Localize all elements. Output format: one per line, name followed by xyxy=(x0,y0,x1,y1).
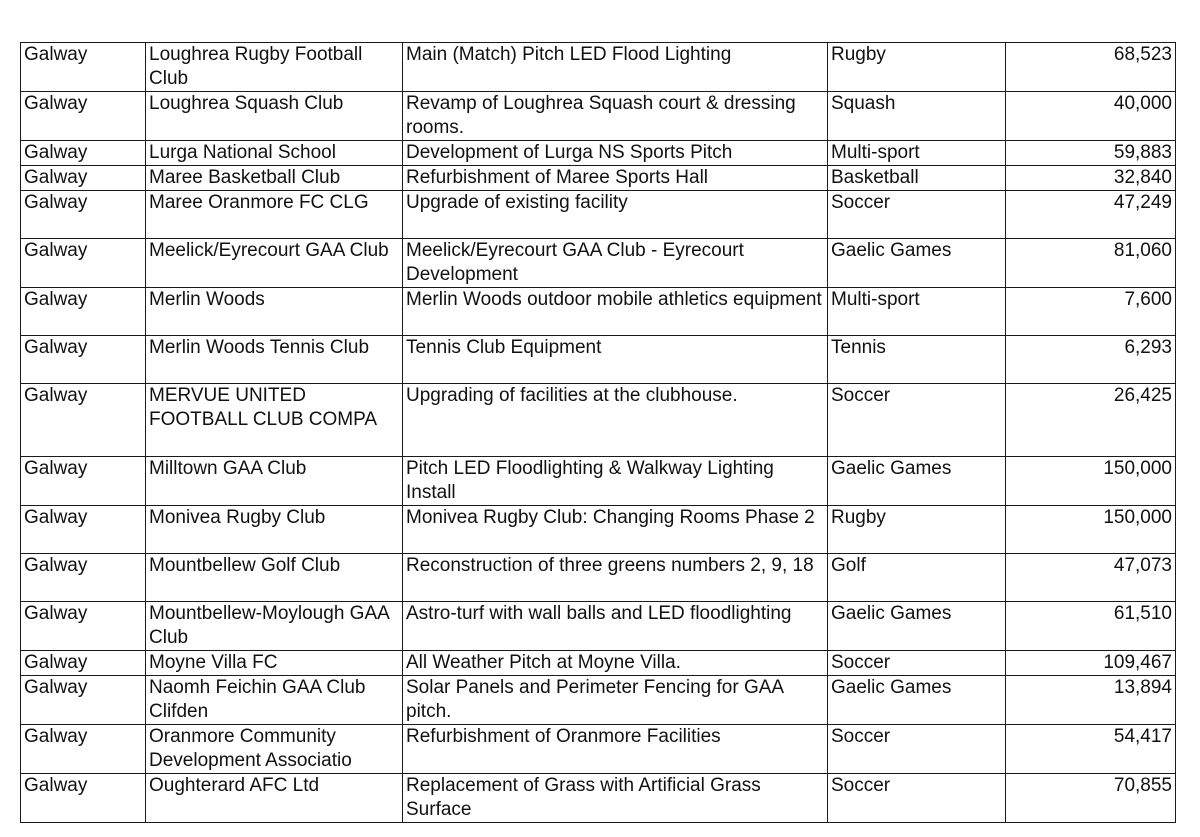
club-cell: Loughrea Squash Club xyxy=(146,92,403,141)
club-cell: Naomh Feichin GAA Club Clifden xyxy=(146,676,403,725)
county-cell: Galway xyxy=(21,43,146,92)
project-cell: Replacement of Grass with Artificial Grass Surface xyxy=(403,774,828,823)
county-cell: Galway xyxy=(21,384,146,457)
table-row xyxy=(21,191,1176,239)
table-row xyxy=(21,506,1176,554)
county-cell: Galway xyxy=(21,602,146,651)
sport-cell: Soccer xyxy=(828,725,1006,774)
sport-cell: Gaelic Games xyxy=(828,239,1006,288)
club-cell: Oranmore Community Development Associatio xyxy=(146,725,403,774)
sport-cell: Gaelic Games xyxy=(828,602,1006,651)
project-cell: Solar Panels and Perimeter Fencing for GAA pitch. xyxy=(403,676,828,725)
club-cell: Loughrea Rugby Football Club xyxy=(146,43,403,92)
table-row xyxy=(21,602,1176,651)
county-cell: Galway xyxy=(21,191,146,239)
county-cell: Galway xyxy=(21,651,146,676)
club-cell: Lurga National School xyxy=(146,141,403,166)
table-row xyxy=(21,336,1176,384)
amount-cell: 150,000 xyxy=(1006,506,1176,554)
sport-cell: Tennis xyxy=(828,336,1006,384)
project-cell: Main (Match) Pitch LED Flood Lighting xyxy=(403,43,828,92)
grants-table xyxy=(20,42,1176,823)
county-cell: Galway xyxy=(21,92,146,141)
project-cell: Upgrading of facilities at the clubhouse. xyxy=(403,384,828,457)
club-cell: Merlin Woods xyxy=(146,288,403,336)
sport-cell: Squash xyxy=(828,92,1006,141)
table-row xyxy=(21,166,1176,191)
sport-cell: Multi-sport xyxy=(828,288,1006,336)
club-cell: Merlin Woods Tennis Club xyxy=(146,336,403,384)
sport-cell: Gaelic Games xyxy=(828,676,1006,725)
county-cell: Galway xyxy=(21,725,146,774)
sport-cell: Soccer xyxy=(828,774,1006,823)
project-cell: Monivea Rugby Club: Changing Rooms Phase 2 xyxy=(403,506,828,554)
amount-cell: 70,855 xyxy=(1006,774,1176,823)
table-row xyxy=(21,239,1176,288)
county-cell: Galway xyxy=(21,336,146,384)
club-cell: MERVUE UNITED FOOTBALL CLUB COMPA xyxy=(146,384,403,457)
club-cell: Meelick/Eyrecourt GAA Club xyxy=(146,239,403,288)
amount-cell: 13,894 xyxy=(1006,676,1176,725)
sport-cell: Rugby xyxy=(828,506,1006,554)
project-cell: Development of Lurga NS Sports Pitch xyxy=(403,141,828,166)
sport-cell: Soccer xyxy=(828,651,1006,676)
county-cell: Galway xyxy=(21,774,146,823)
county-cell: Galway xyxy=(21,141,146,166)
table-row xyxy=(21,725,1176,774)
project-cell: Meelick/Eyrecourt GAA Club - Eyrecourt Development xyxy=(403,239,828,288)
project-cell: Tennis Club Equipment xyxy=(403,336,828,384)
amount-cell: 6,293 xyxy=(1006,336,1176,384)
county-cell: Galway xyxy=(21,554,146,602)
club-cell: Maree Oranmore FC CLG xyxy=(146,191,403,239)
amount-cell: 61,510 xyxy=(1006,602,1176,651)
table-row xyxy=(21,92,1176,141)
county-cell: Galway xyxy=(21,288,146,336)
sport-cell: Gaelic Games xyxy=(828,457,1006,506)
sport-cell: Rugby xyxy=(828,43,1006,92)
sport-cell: Golf xyxy=(828,554,1006,602)
table-row xyxy=(21,676,1176,725)
project-cell: Refurbishment of Oranmore Facilities xyxy=(403,725,828,774)
county-cell: Galway xyxy=(21,676,146,725)
club-cell: Mountbellew-Moylough GAA Club xyxy=(146,602,403,651)
county-cell: Galway xyxy=(21,166,146,191)
table-row xyxy=(21,288,1176,336)
club-cell: Monivea Rugby Club xyxy=(146,506,403,554)
amount-cell: 26,425 xyxy=(1006,384,1176,457)
amount-cell: 54,417 xyxy=(1006,725,1176,774)
amount-cell: 40,000 xyxy=(1006,92,1176,141)
sport-cell: Multi-sport xyxy=(828,141,1006,166)
sport-cell: Soccer xyxy=(828,191,1006,239)
amount-cell: 81,060 xyxy=(1006,239,1176,288)
amount-cell: 47,073 xyxy=(1006,554,1176,602)
club-cell: Maree Basketball Club xyxy=(146,166,403,191)
amount-cell: 109,467 xyxy=(1006,651,1176,676)
amount-cell: 47,249 xyxy=(1006,191,1176,239)
table-row xyxy=(21,774,1176,823)
project-cell: All Weather Pitch at Moyne Villa. xyxy=(403,651,828,676)
amount-cell: 32,840 xyxy=(1006,166,1176,191)
amount-cell: 7,600 xyxy=(1006,288,1176,336)
project-cell: Reconstruction of three greens numbers 2, 9, 18 xyxy=(403,554,828,602)
amount-cell: 150,000 xyxy=(1006,457,1176,506)
sport-cell: Basketball xyxy=(828,166,1006,191)
table-row xyxy=(21,457,1176,506)
project-cell: Pitch LED Floodlighting & Walkway Lighting Install xyxy=(403,457,828,506)
table-row xyxy=(21,141,1176,166)
project-cell: Astro-turf with wall balls and LED floodlighting xyxy=(403,602,828,651)
table-row xyxy=(21,384,1176,457)
table-row xyxy=(21,43,1176,92)
club-cell: Milltown GAA Club xyxy=(146,457,403,506)
club-cell: Oughterard AFC Ltd xyxy=(146,774,403,823)
project-cell: Revamp of Loughrea Squash court & dressing rooms. xyxy=(403,92,828,141)
project-cell: Upgrade of existing facility xyxy=(403,191,828,239)
table-row xyxy=(21,651,1176,676)
project-cell: Merlin Woods outdoor mobile athletics equipment xyxy=(403,288,828,336)
club-cell: Moyne Villa FC xyxy=(146,651,403,676)
county-cell: Galway xyxy=(21,239,146,288)
amount-cell: 68,523 xyxy=(1006,43,1176,92)
amount-cell: 59,883 xyxy=(1006,141,1176,166)
county-cell: Galway xyxy=(21,506,146,554)
club-cell: Mountbellew Golf Club xyxy=(146,554,403,602)
table-row xyxy=(21,554,1176,602)
county-cell: Galway xyxy=(21,457,146,506)
sport-cell: Soccer xyxy=(828,384,1006,457)
project-cell: Refurbishment of Maree Sports Hall xyxy=(403,166,828,191)
